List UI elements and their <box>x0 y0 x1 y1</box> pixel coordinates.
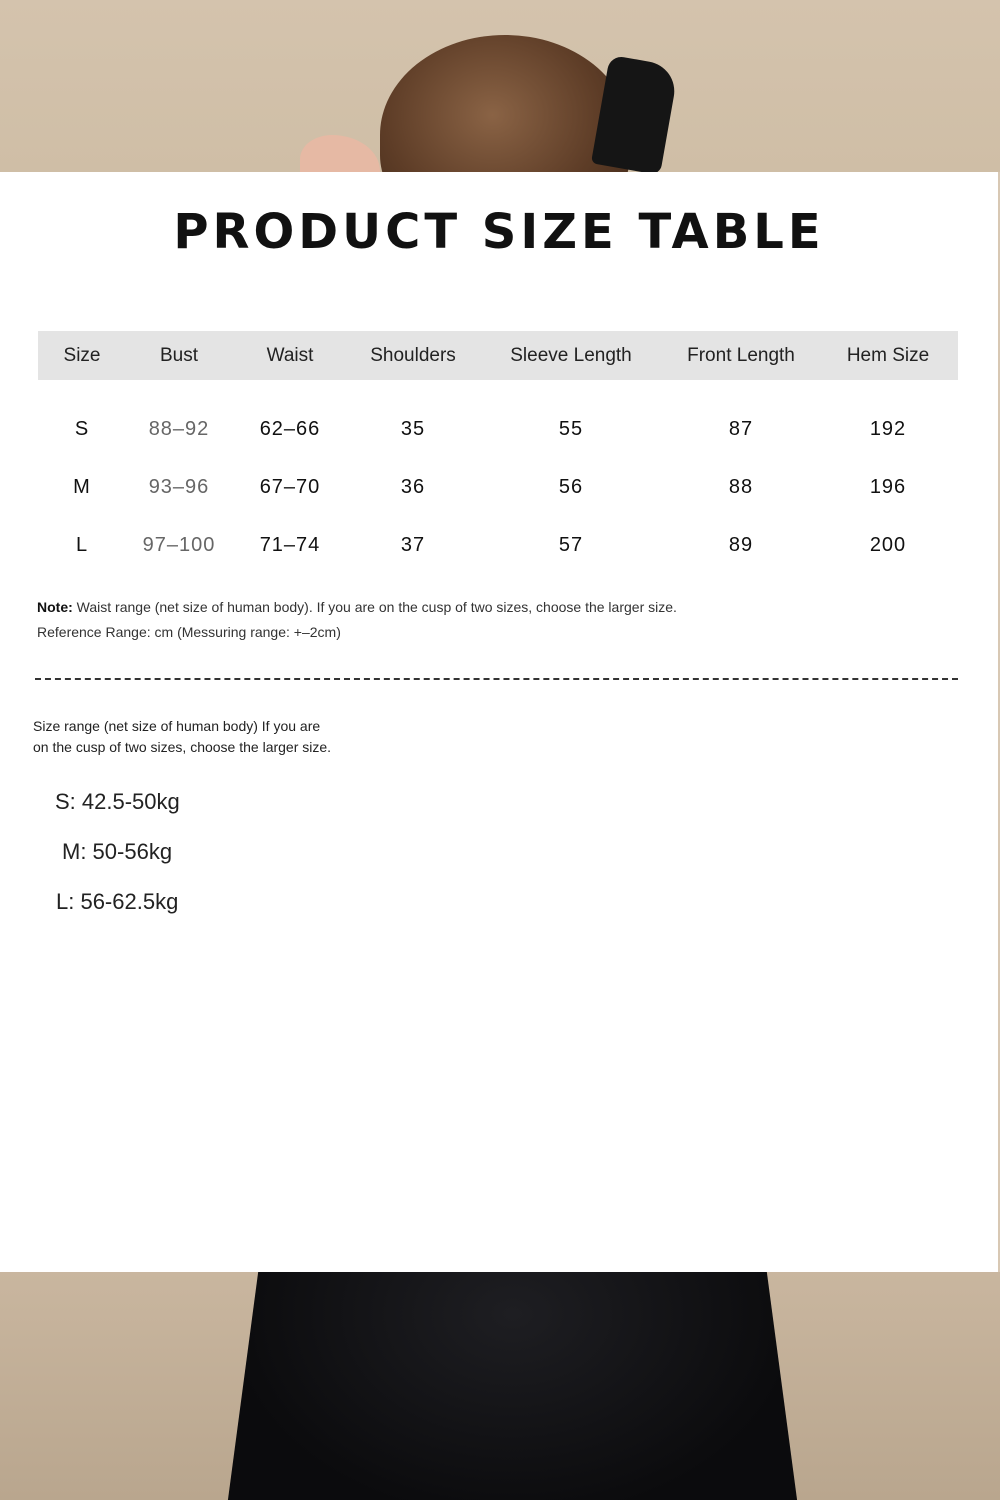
model-hand <box>300 135 380 172</box>
size-range-intro <box>33 716 393 758</box>
cell-size: S <box>74 417 90 440</box>
size-chart-card <box>0 172 998 1272</box>
cell-bust: 93–96 <box>148 475 210 498</box>
header-front-length: Front Length <box>664 331 818 380</box>
black-hair-bow <box>591 55 679 172</box>
header-sleeve-length: Sleeve Length <box>478 331 664 380</box>
cell-front-length: 87 <box>728 417 754 440</box>
cell-waist: 62–66 <box>259 417 321 440</box>
black-velvet-dress <box>225 1272 800 1500</box>
cell-hem-size: 192 <box>869 417 907 440</box>
model-photo-bottom <box>0 1272 1000 1500</box>
cell-bust: 97–100 <box>142 533 216 556</box>
table-row <box>38 380 958 458</box>
header-waist: Waist <box>232 331 348 380</box>
cell-front-length: 89 <box>728 533 754 556</box>
cell-waist: 67–70 <box>259 475 321 498</box>
cell-sleeve-length: 55 <box>558 417 584 440</box>
table-row <box>38 516 958 574</box>
cell-hem-size: 196 <box>869 475 907 498</box>
note-label: Note: <box>37 599 73 615</box>
weight-range-s: S: 42.5-50kg <box>55 789 180 814</box>
cell-front-length: 88 <box>728 475 754 498</box>
size-table <box>38 331 958 574</box>
header-hem-size: Hem Size <box>818 331 958 380</box>
table-row <box>38 458 958 516</box>
cell-sleeve-length: 57 <box>558 533 584 556</box>
note-line <box>37 595 677 620</box>
cell-hem-size: 200 <box>869 533 907 556</box>
weight-ranges <box>55 787 180 937</box>
table-header-row <box>38 331 958 380</box>
page-title: PRODUCT SIZE TABLE <box>173 204 825 260</box>
cell-size: M <box>73 475 91 498</box>
weight-range-l: L: 56-62.5kg <box>56 889 179 914</box>
cell-sleeve-length: 56 <box>558 475 584 498</box>
reference-range: Reference Range: cm (Messuring range: +–2cm) <box>37 624 341 640</box>
header-size: Size <box>38 331 126 380</box>
size-note <box>37 595 677 645</box>
range-intro-line: on the cusp of two sizes, choose the larger size. <box>33 739 332 755</box>
range-intro-line: Size range (net size of human body) If you are <box>33 718 321 734</box>
weight-range-m: M: 50-56kg <box>62 839 173 864</box>
cell-shoulders: 35 <box>400 417 426 440</box>
model-photo-top <box>0 0 1000 172</box>
cell-shoulders: 36 <box>400 475 426 498</box>
dashed-divider <box>35 678 958 680</box>
note-text: Waist range (net size of human body). If you are on the cusp of two sizes, choose the larger size. <box>76 599 677 615</box>
header-shoulders: Shoulders <box>348 331 478 380</box>
cell-bust: 88–92 <box>148 417 210 440</box>
cell-size: L <box>75 533 89 556</box>
cell-shoulders: 37 <box>400 533 426 556</box>
cell-waist: 71–74 <box>259 533 321 556</box>
header-bust: Bust <box>126 331 232 380</box>
